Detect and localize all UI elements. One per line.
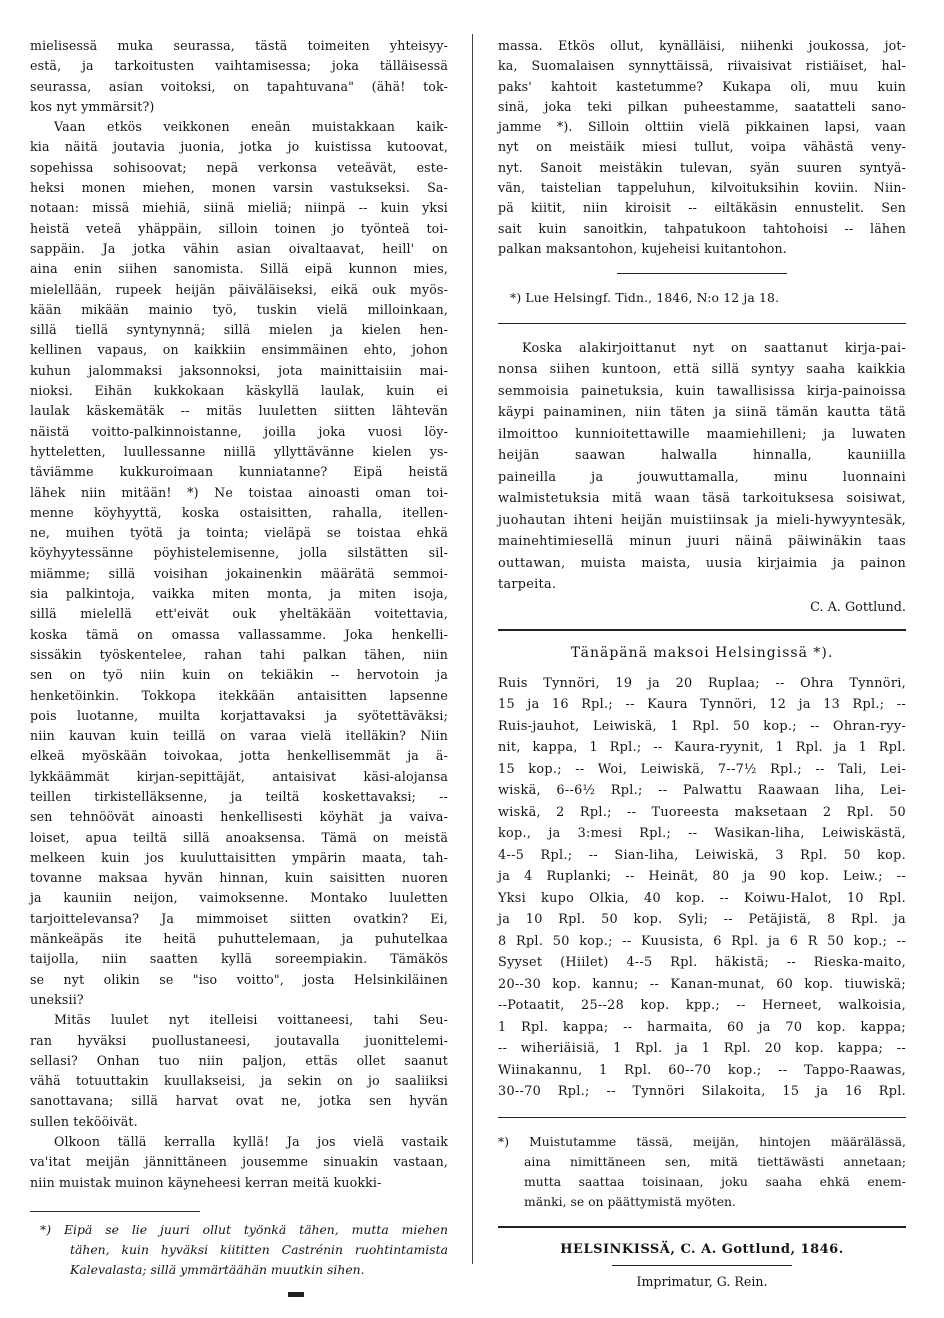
text-line: walmistetuksia mitä waan täsä tarkoituksesa soisiwat, <box>498 491 906 507</box>
text-line: Olkoon tällä kerralla kyllä! Ja jos vielä vastaik <box>54 1134 448 1150</box>
text-line: mainehtimiesellä minun juuri näinä päiwinäkin taas <box>498 534 906 550</box>
text-line: sen tehnöövät ainoasti henkellisesti köyhät ja vaiva- <box>30 809 448 825</box>
text-line: pä kiitit, niin kiroisit -- eiltäkäsin ennustelit. Sen <box>498 200 906 216</box>
text-line: mielellään, rupeek heijän päiväläiseksi, eikä ouk myös- <box>30 281 448 297</box>
text-line: wiskä, 6--6½ Rpl.; -- Palwattu Raawaan liha, Lei- <box>498 783 906 799</box>
text-line: nyt on meistäik miesi tullut, voipa vähästä veny- <box>498 139 906 155</box>
text-line: heijän saawan halwalla hinnalla, kauniilla <box>498 448 906 464</box>
footnote-rule <box>617 273 787 274</box>
text-line: *) Muistutamme tässä, meijän, hintojen määrälässä, <box>498 1133 906 1149</box>
column-divider <box>472 34 473 1264</box>
text-line: 30--70 Rpl.; -- Tynnöri Silakoita, 15 ja 16 Rpl. <box>498 1084 906 1100</box>
text-line: sia palkintoja, vaikka miten monta, ja miten isoja, <box>30 586 448 602</box>
text-line: sillä tiellä syntynynnä; sillä mielen ja kielen hen- <box>30 322 448 338</box>
text-line: nonsa siihen kuntoon, että sillä syntyy saaha kaikkia <box>498 362 906 378</box>
text-line: kään mikään mainio työ, tuskin vielä milloinkaan, <box>30 301 448 317</box>
text-line: va'itat meijän jännittäneen jousemme sinuakin vastaan, <box>30 1154 448 1170</box>
text-line: kia näitä joutavia juonia, jotka jo kuistissa kutoovat, <box>30 139 448 155</box>
text-line: täviämme kukkuroimaan kunniatanne? Eipä heistä <box>30 464 448 480</box>
text-line: köyhyytessänne pöyhistelemisenne, jolla silstätten sil- <box>30 545 448 561</box>
text-line: tarpeita. <box>498 577 557 593</box>
text-line: sanottavana; sillä harvat ovat ne, jotka sen hyvän <box>30 1093 448 1109</box>
text-line: sellasi? Onhan tuo niin paljon, ettäs ollet saanut <box>30 1052 448 1068</box>
text-line: lykkäämmät kirjan-sepittäjät, antaisivat käsi-alojansa <box>30 768 448 784</box>
text-line: Syyset (Hiilet) 4--5 Rpl. häkistä; -- Rieska-maito, <box>498 955 906 971</box>
text-line: aina nimittäneen sen, mitä tiettäwästi annetaan; <box>524 1153 906 1169</box>
imprint-short-rule <box>612 1265 792 1266</box>
prices-heading: Tänäpänä maksoi Helsingissä *). <box>570 644 834 661</box>
text-line: kos nyt ymmärsit?) <box>30 98 155 114</box>
right-article-text <box>498 36 906 259</box>
text-line: jamme *). Silloin olttiin vielä pikkainen lapsi, vaan <box>498 119 906 135</box>
market-prices <box>498 673 906 1103</box>
right-column <box>498 36 906 1289</box>
text-line: koska tämä on omassa vallassamme. Joka henkelli- <box>30 626 448 642</box>
text-line: melkeen kuin jos kuuluttaisitten ympärin maata, tah- <box>30 849 448 865</box>
text-line: wiskä, 2 Rpl.; -- Tuoreesta maksetaan 2 Rpl. 50 <box>498 804 906 820</box>
text-line: ne, muihen työtä ja tointa; vieläpä se toistaa ehkä <box>30 525 448 541</box>
text-line: nioksi. Eihän kukkokaan käskyllä laulak, kuin ei <box>30 383 448 399</box>
text-line: semmoisia painetuksia, kuin tawallisissa kirja-painoissa <box>498 383 906 399</box>
text-line: sinä, joka teki pilkan puheestamme, saatatteli sano- <box>498 98 906 114</box>
text-line: seurassa, asian voitoksi, on tapahtuvana" (ähä! tok- <box>30 78 448 94</box>
text-line: Koska alakirjoittanut nyt on saattanut kirja-pai- <box>522 340 906 356</box>
text-line: tovanne maksaa hyvän hinnan, kuin saisitten nuoren <box>30 870 448 886</box>
text-line: elkeä myöskään toivokaa, jotta henkellisemmät ja ä- <box>30 748 448 764</box>
text-line: kop., ja 3:mesi Rpl.; -- Wasikan-liha, Leiwiskästä, <box>498 826 906 842</box>
text-line: henketöinkin. Tokkopa itekkään antaisitten lapsenne <box>30 687 448 703</box>
text-line: Wiinakannu, 1 Rpl. 60--70 kop.; -- Tappo-Raawas, <box>498 1062 906 1078</box>
text-line: 20--30 kop. kannu; -- Kanan-munat, 60 kop. tiuwiskä; <box>498 976 906 992</box>
text-line: kuhun jalommaksi jaksonnoksi, jota mainittaisiin mai- <box>30 362 448 378</box>
text-line: miämme; sillä voisihan jokainenkin määrätä semmoi- <box>30 565 448 581</box>
text-line: tähen, kuin hyväksi kiititten Castrénin ruohtintamista <box>70 1241 448 1257</box>
text-line: *) Eipä se lie juuri ollut työnkä tähen, mutta miehen <box>40 1221 448 1237</box>
text-line: mänki, se on päättymistä myöten. <box>524 1193 736 1209</box>
text-line: sissäkin työskentelee, rahan tahi palkan tähen, niin <box>30 646 448 662</box>
text-line: Yksi kupo Olkia, 40 kop. -- Koiwu-Halot, 10 Rpl. <box>498 890 906 906</box>
text-line: vän, taistelian tappeluhun, kilvoituksihin koviin. Niin- <box>498 180 906 196</box>
text-line: -- wiheriäisiä, 1 Rpl. ja 1 Rpl. 20 kop. kappa; -- <box>498 1041 906 1057</box>
text-line: --Potaatit, 25--28 kop. kpp.; -- Herneet, walkoisia, <box>498 998 906 1014</box>
text-line: ja kauniin neijon, vaimoksenne. Montako luuletten <box>30 890 448 906</box>
notice-signature: C. A. Gottlund. <box>810 599 906 615</box>
text-line: näistä voitto-palkinnoistanne, joilla joka vuosi löy- <box>30 423 448 439</box>
text-line: Vaan etkös veikkonen eneän muistakkaan kaik- <box>54 119 448 135</box>
text-line: pois luotanne, muilta korjattavaksi ja syötettäväksi; <box>30 707 448 723</box>
text-line: notaan: missä miehiä, siinä mieliä; niinpä -- kuin yksi <box>30 200 448 216</box>
text-line: mänkeäpäs ite heitä puhuttelemaan, ja puhutelkaa <box>30 931 448 947</box>
text-line: käypi painaminen, niin täten ja siinä tämän kautta tätä <box>498 405 906 421</box>
text-line: palkan maksantohon, kujeheisi kuitantohon. <box>498 240 787 256</box>
text-line: hytteletten, luullessanne niillä yllyttävänne kielen ys- <box>30 443 448 459</box>
text-line: heksi monen miehen, monen varsin vastukseksi. Sa- <box>30 180 448 196</box>
text-line: nit, kappa, 1 Rpl.; -- Kaura-ryynit, 1 Rpl. ja 1 Rpl. <box>498 740 906 756</box>
left-column <box>30 36 448 1280</box>
text-line: Ruis Tynnöri, 19 ja 20 Ruplaa; -- Ohra Tynnöri, <box>498 675 906 691</box>
text-line: sopehissa sohisoovat; nepä verkonsa veteävät, este- <box>30 159 448 175</box>
left-footnote-rule <box>30 1211 200 1212</box>
text-line: massa. Etkös ollut, kynälläisi, niihenki joukossa, jot- <box>498 38 906 53</box>
text-line: estä, ja tarkoitusten vaihtamisessa; joka tälläisessä <box>30 58 448 74</box>
right-footnote: *) Lue Helsingf. Tidn., 1846, N:o 12 ja 18. <box>510 290 780 306</box>
text-line: laulak käskemätäk -- mitäs luuletten siitten lähtevän <box>30 403 448 419</box>
text-line: tarjoittelevansa? Ja mimmoiset siitten ovatkin? Ei, <box>30 910 448 926</box>
text-line: mutta saattaa toisinaan, joku saaha ehkä enem- <box>524 1173 906 1189</box>
text-line: vähä totuuttakin kuullakseisi, ja sekin on jo saaliiksi <box>30 1073 448 1089</box>
text-line: ja 10 Rpl. 50 kop. Syli; -- Petäjistä, 8 Rpl. ja <box>498 912 906 928</box>
text-line: paineilla ja jouwuttamalla, minu luonnaini <box>498 469 906 485</box>
text-line: heistä veteä yhäppäin, silloin toinen jo työnteä toi- <box>30 220 448 236</box>
text-line: loiset, apua teiltä sillä anoaksensa. Tämä on meistä <box>30 829 448 845</box>
imprimatur: Imprimatur, G. Rein. <box>636 1273 768 1289</box>
text-line: lähek niin mitään! *) Ne toistaa ainoasti oman toi- <box>30 484 448 500</box>
text-line: 1 Rpl. kappa; -- harmaita, 60 ja 70 kop. kappa; <box>498 1019 906 1035</box>
text-line: outtawan, muista maista, uusia kirjaimia ja painon <box>498 555 906 571</box>
text-line: mielisessä muka seurassa, tästä toimeiten yhteisyy- <box>30 38 448 53</box>
text-line: uneksii? <box>30 991 84 1007</box>
text-line: sullen tekööivät. <box>30 1113 138 1129</box>
prices-footnote <box>498 1132 906 1212</box>
text-line: ran hyväksi puollustaneesi, joutavalla juonittelemi- <box>30 1032 448 1048</box>
text-line: Mitäs luulet nyt itelleisi voittaneesi, tahi Seu- <box>54 1012 448 1028</box>
text-line: Ruis-jauhot, Leiwiskä, 1 Rpl. 50 kop.; -- Ohran-ryy- <box>498 718 906 734</box>
imprint: HELSINKISSÄ, C. A. Gottlund, 1846. <box>560 1241 844 1257</box>
page-mark <box>288 1292 304 1297</box>
text-line: se nyt olikin se "iso voitto", josta Helsinkiläinen <box>30 971 448 987</box>
text-line: juohautan ihteni heijän muistiinsak ja mieli-hywyyntesäk, <box>498 512 906 528</box>
footnote-rule-2 <box>498 1117 906 1118</box>
printing-notice <box>498 338 906 596</box>
text-line: ilmoittoo kunnioitettawille maamiehilleni; ja luwaten <box>498 426 906 442</box>
text-line: Kalevalasta; sillä ymmärtäähän muutkin sihen. <box>70 1261 365 1277</box>
text-line: ka, Suomalaisen synnyttäissä, riivaisivat ristiäiset, hal- <box>498 58 906 74</box>
text-line: sappäin. Ja jotka vähin asian oivaltaavat, heill' on <box>30 240 448 256</box>
section-divider <box>498 323 906 324</box>
section-divider-2 <box>498 629 906 631</box>
left-article-text <box>30 36 448 1193</box>
text-line: 15 ja 16 Rpl.; -- Kaura Tynnöri, 12 ja 13 Rpl.; -- <box>498 697 906 713</box>
text-line: niin kauvan kuin teillä on varaa vielä itelläkin? Niin <box>30 728 448 744</box>
text-line: nyt. Sanoit meistäkin tulevan, syän suuren syntyä- <box>498 159 906 175</box>
text-line: ja 4 Ruplanki; -- Heinät, 80 ja 90 kop. Leiw.; -- <box>498 869 906 885</box>
text-line: niin muistak muinon käyneheesi kerran meitä kuokki- <box>30 1174 382 1190</box>
text-line: 4--5 Rpl.; -- Sian-liha, Leiwiskä, 3 Rpl. 50 kop. <box>498 847 906 863</box>
text-line: taijolla, niin saatten kyllä soreempiakin. Tämäkös <box>30 951 448 967</box>
text-line: sait kuin sanoitkin, tahpatukoon tahtohoisi -- lähen <box>498 220 906 236</box>
text-line: kellinen vapaus, on kaikkiin ensimmäinen ehto, johon <box>30 342 448 358</box>
left-footnote <box>30 1220 448 1280</box>
text-line: 15 kop.; -- Woi, Leiwiskä, 7--7½ Rpl.; -- Tali, Lei- <box>498 761 906 777</box>
text-line: paks' kahtoit kastetumme? Kukapa oli, muu kuin <box>498 78 906 94</box>
text-line: 8 Rpl. 50 kop.; -- Kuusista, 6 Rpl. ja 6 R 50 kop.; -- <box>498 933 906 949</box>
imprint-rule <box>498 1226 906 1228</box>
text-line: teillen tirkistelläksenne, ja teiltä koskettavaksi; -- <box>30 788 448 804</box>
text-line: aina enin siihen sanomista. Sillä eipä kunnon mies, <box>30 261 448 277</box>
text-line: sen on työ niin kuin on tekiäkin -- hervotoin ja <box>30 667 448 683</box>
text-line: menne köyhyyttä, koska ostaisitten, rahalla, itellen- <box>30 504 448 520</box>
text-line: sillä mielellä ett'eivät ouk yheltäkään voitettavia, <box>30 606 448 622</box>
